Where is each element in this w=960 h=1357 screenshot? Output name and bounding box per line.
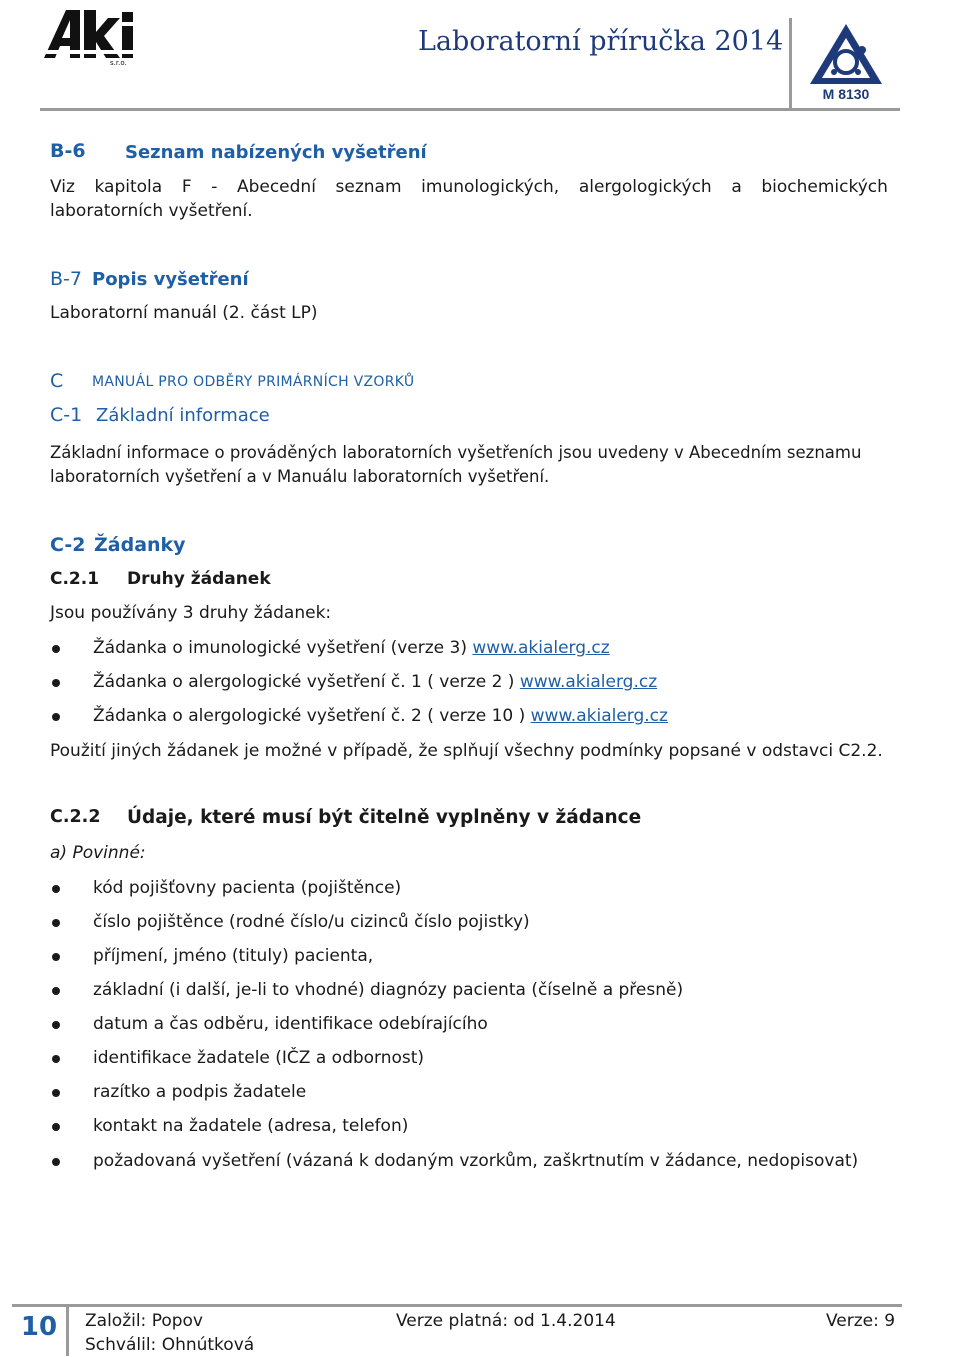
b6-word: Viz: [50, 177, 75, 197]
list-item: Žádanka o imunologické vyšetření (verze 3) www.akialerg.cz: [93, 638, 610, 658]
bullet: [52, 1123, 60, 1131]
list-item: číslo pojištěnce (rodné číslo/u cizinců číslo pojistky): [93, 912, 530, 932]
list-item: kontakt na žadatele (adresa, telefon): [93, 1116, 409, 1136]
list-item: Žádanka o alergologické vyšetření č. 1 ( verze 2 ) www.akialerg.cz: [93, 672, 658, 692]
list-item: požadovaná vyšetření (vázaná k dodaným vzorkům, zaškrtnutím v žádance, nedopisovat): [93, 1151, 859, 1171]
b6-word: alergologických: [578, 177, 712, 197]
section-c2-title: Žádanky: [94, 534, 186, 556]
section-b7-text: Laboratorní manuál (2. část LP): [50, 303, 318, 323]
b6-word: biochemických: [761, 177, 888, 197]
section-c22-title: Údaje, které musí být čitelně vyplněny v žádance: [127, 807, 642, 828]
list-item: kód pojišťovny pacienta (pojištěnce): [93, 878, 402, 898]
b6-word: F: [181, 177, 192, 197]
svg-text:s.r.o.: s.r.o.: [110, 59, 127, 66]
bullet: [52, 953, 60, 961]
section-c21-number: C.2.1: [50, 569, 100, 589]
footer-version: Verze: 9: [826, 1311, 896, 1331]
akialerg-link[interactable]: www.akialerg.cz: [519, 672, 658, 692]
section-c21-note: Použití jiných žádanek je možné v případě, že splňují všechny podmínky popsané v odstavci C2.2.: [50, 741, 883, 761]
bullet: [52, 679, 60, 687]
section-c2-number: C-2: [50, 534, 86, 556]
footer-rule: [12, 1304, 902, 1307]
header-rule: [40, 108, 900, 111]
bullet: [52, 713, 60, 721]
section-c1-text-line1: Základní informace o prováděných laboratorních vyšetřeních jsou uvedeny v Abecedním seznamu: [50, 443, 862, 462]
bullet: [52, 1158, 60, 1166]
section-c21-title: Druhy žádanek: [127, 569, 271, 589]
b6-word: a: [731, 177, 742, 197]
list-item: základní (i další, je-li to vhodné) diagnózy pacienta (číselně a přesně): [93, 980, 684, 1000]
section-c1-text-line2: laboratorních vyšetření a v Manuálu laboratorních vyšetření.: [50, 467, 550, 486]
list-item: datum a čas odběru, identifikace odebírajícího: [93, 1014, 488, 1034]
list-item: příjmení, jméno (tituly) pacienta,: [93, 946, 374, 966]
b6-word: seznam: [335, 177, 402, 197]
document-title: Laboratorní příručka 2014: [418, 26, 784, 57]
footer-divider: [66, 1306, 69, 1356]
section-b6-title: Seznam nabízených vyšetření: [125, 142, 427, 163]
footer-founded: Založil: Popov: [85, 1311, 203, 1331]
section-b6-number: B-6: [50, 140, 86, 162]
list-item: Žádanka o alergologické vyšetření č. 2 ( verze 10 ) www.akialerg.cz: [93, 706, 668, 726]
laboratory-code: M 8130: [822, 86, 870, 102]
section-c-title: MANUÁL PRO ODBĚRY PRIMÁRNÍCH VZORKŮ: [92, 374, 415, 390]
section-c1-title: Základní informace: [96, 405, 270, 426]
section-c1-number: C-1: [50, 404, 83, 426]
b6-word: imunologických,: [421, 177, 560, 197]
footer-valid-from: Verze platná: od 1.4.2014: [396, 1311, 616, 1331]
bullet: [52, 645, 60, 653]
section-c22-number: C.2.2: [50, 807, 101, 827]
section-b6-text-line1: [50, 176, 888, 198]
b6-word: -: [211, 177, 218, 197]
bullet: [52, 1055, 60, 1063]
bullet: [52, 987, 60, 995]
section-c22-subtitle: a) Povinné:: [50, 843, 146, 863]
section-b7-title: Popis vyšetření: [92, 269, 249, 290]
bullet: [52, 919, 60, 927]
b6-word: Abecední: [236, 177, 316, 197]
bullet: [52, 885, 60, 893]
header-divider: [789, 18, 792, 110]
b6-word: kapitola: [94, 177, 163, 197]
page-number: 10: [20, 1312, 58, 1342]
aki-logo: [40, 6, 140, 66]
section-c-number: C: [50, 370, 64, 392]
section-c21-intro: Jsou používány 3 druhy žádanek:: [50, 603, 332, 623]
bullet: [52, 1021, 60, 1029]
list-item: razítko a podpis žadatele: [93, 1082, 307, 1102]
footer-approved: Schválil: Ohnútková: [85, 1335, 255, 1355]
section-b7-number: B-7: [50, 268, 82, 290]
bullet: [52, 1089, 60, 1097]
akialerg-link[interactable]: www.akialerg.cz: [472, 638, 610, 658]
list-item: identifikace žadatele (IČZ a odbornost): [93, 1048, 425, 1068]
akialerg-link[interactable]: www.akialerg.cz: [530, 706, 668, 726]
section-b6-text-line2: laboratorních vyšetření.: [50, 201, 253, 221]
